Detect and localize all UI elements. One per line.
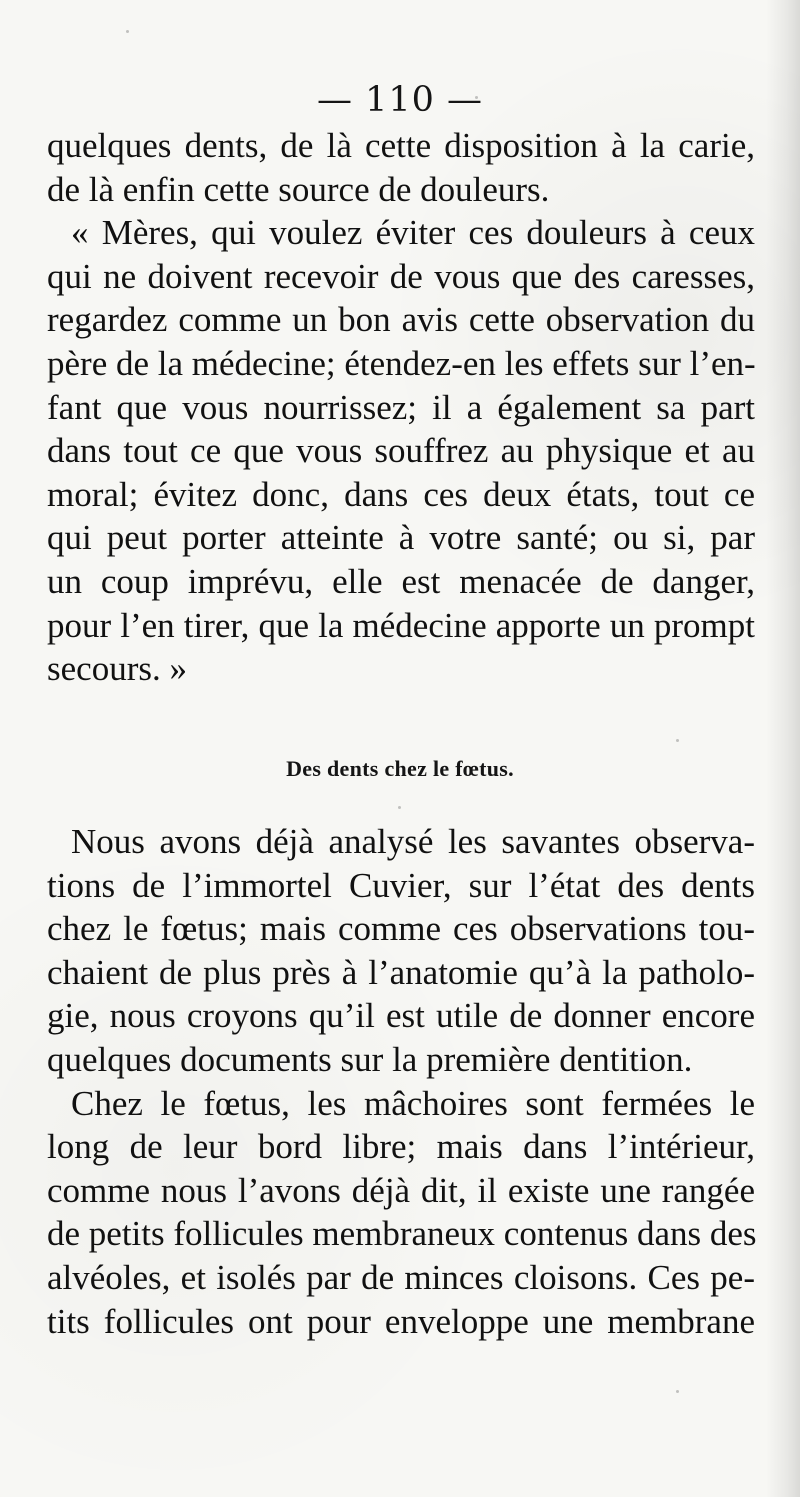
- text-line: long de leur bord libre; mais dans l’intérieur,: [47, 1127, 755, 1167]
- text-line: tits follicules ont pour enveloppe une membrane: [47, 1301, 755, 1341]
- text-line: de petits follicules membraneux contenus dans des: [47, 1214, 757, 1254]
- text-line: Chez le fœtus, les mâchoires sont fermées le: [71, 1083, 755, 1123]
- paragraph-block-2: [47, 820, 755, 1343]
- text-line: secours. »: [47, 649, 187, 689]
- text-line: père de la médecine; étendez-en les effets sur l’en-: [47, 343, 756, 383]
- text-line: qui peut porter atteinte à votre santé; ou si, par: [47, 518, 755, 558]
- text-line: chaient de plus près à l’anatomie qu’à la patholo-: [47, 952, 755, 992]
- text-line: qui ne doivent recevoir de vous que des caresses,: [47, 256, 755, 296]
- text-line: « Mères, qui voulez éviter ces douleurs à ceux: [71, 213, 755, 253]
- page-edge-shadow: [766, 0, 800, 1497]
- text-line: chez le fœtus; mais comme ces observations tou-: [47, 909, 755, 949]
- paper-speck: [676, 1390, 679, 1393]
- text-line: regardez comme un bon avis cette observation du: [47, 300, 755, 340]
- text-line: gie, nous croyons qu’il est utile de donner encore: [47, 996, 755, 1036]
- paper-speck: [475, 96, 478, 99]
- text-line: quelques dents, de là cette disposition à la carie,: [47, 126, 755, 165]
- text-line: pour l’en tirer, que la médecine apporte un prompt: [47, 605, 755, 645]
- paper-speck: [676, 739, 679, 742]
- text-line: un coup imprévu, elle est menacée de danger,: [47, 561, 755, 601]
- paper-speck: [398, 806, 401, 809]
- text-line: alvéoles, et isolés par de minces cloisons. Ces pe-: [47, 1257, 755, 1297]
- paragraph-block-1: [47, 124, 755, 691]
- text-line: moral; évitez donc, dans ces deux états, tout ce: [47, 474, 755, 514]
- text-line: Nous avons déjà analysé les savantes observa-: [71, 822, 755, 861]
- text-line: quelques documents sur la première dentition.: [47, 1039, 693, 1079]
- page-number: — 110 —: [316, 80, 484, 120]
- paper-speck: [126, 30, 129, 33]
- text-line: tions de l’immortel Cuvier, sur l’état des dents: [47, 865, 755, 905]
- text-line: dans tout ce que vous souffrez au physique et au: [47, 431, 755, 471]
- text-line: fant que vous nourrissez; il a également sa part: [47, 387, 755, 427]
- section-heading: Des dents chez le fœtus.: [286, 756, 514, 781]
- text-line: comme nous l’avons déjà dit, il existe une rangée: [47, 1170, 755, 1210]
- text-line: de là enfin cette source de douleurs.: [47, 169, 550, 209]
